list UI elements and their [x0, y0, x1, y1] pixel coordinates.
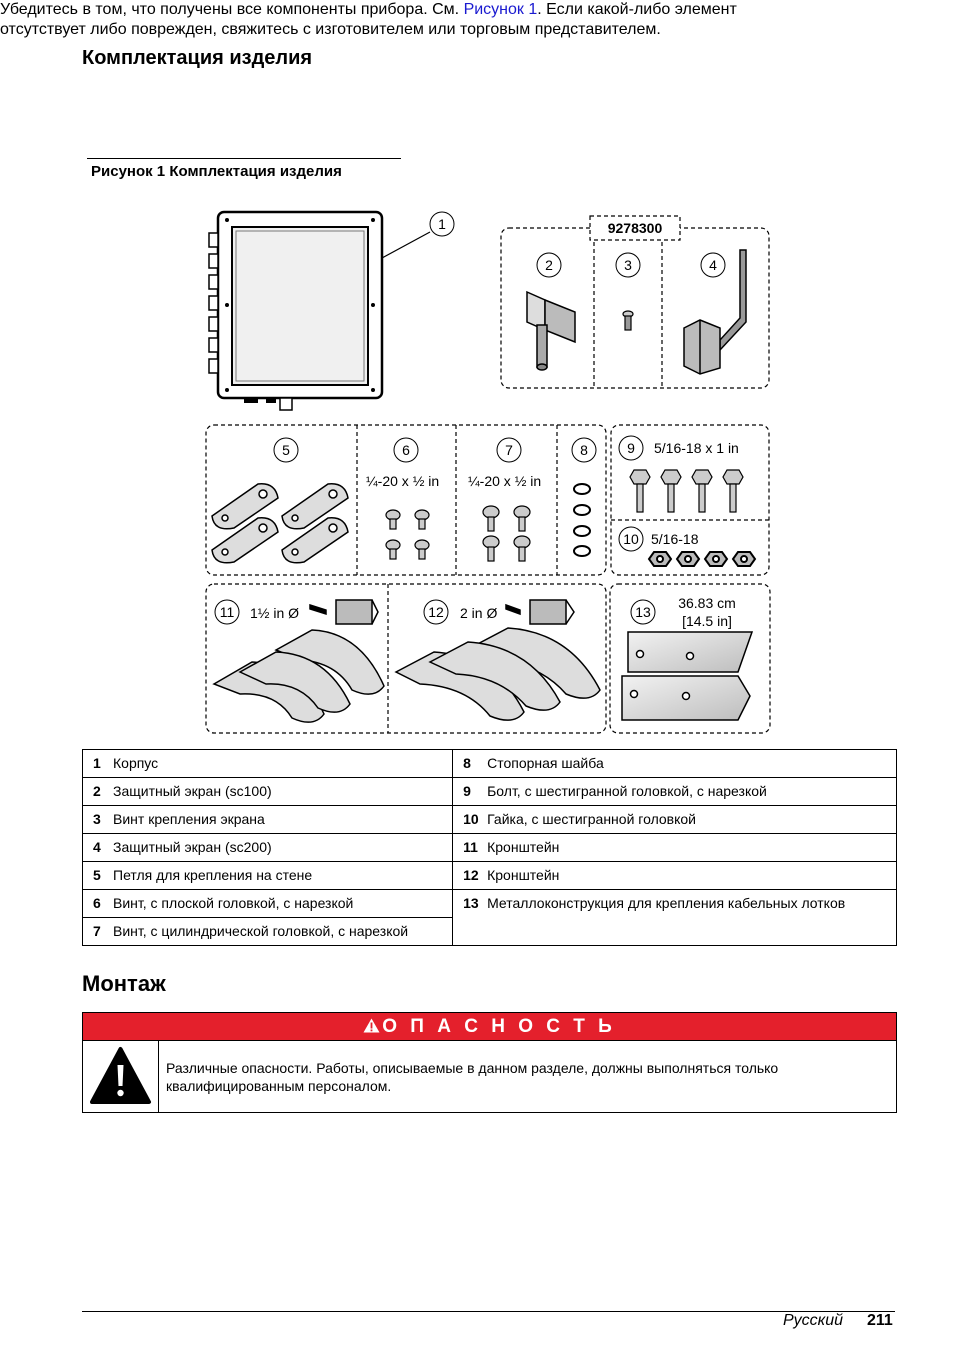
label-item-10: 5/16-18 [651, 531, 699, 547]
legend-text: Петля для крепления на стене [113, 867, 313, 883]
kit-number: 9278300 [607, 220, 663, 236]
legend-num: 10 [463, 811, 479, 827]
section-title-mounting: Монтаж [82, 971, 166, 996]
legend-text: Стопорная шайба [487, 755, 604, 771]
intro-text-after: . Если какой-либо элемент отсутствует либо поврежден, свяжитесь с изготовителем или торговым представителем. [0, 1, 737, 38]
callout-8: 8 [580, 442, 588, 458]
warning-small-icon [363, 1018, 380, 1033]
callout-3: 3 [624, 257, 632, 273]
intro-text-before: Убедитесь в том, что получены все компоненты прибора. См. [0, 1, 464, 18]
callout-4: 4 [709, 257, 717, 273]
label-item-11: 1½ in Ø [250, 605, 300, 621]
legend-num: 13 [463, 895, 479, 911]
wall-hinge-drawing [212, 484, 348, 563]
intro-paragraph [0, 0, 790, 40]
legend-num: 8 [463, 755, 471, 771]
cable-tray-hardware-drawing [622, 632, 752, 720]
callout-9: 9 [627, 440, 635, 456]
legend-text: Винт, с цилиндрической головкой, с нарезкой [113, 923, 409, 939]
danger-text: Различные опасности. Работы, описываемые в данном разделе, должны выполняться только квалифицированным персоналом. [166, 1060, 779, 1094]
shield-screw-drawing [623, 311, 633, 330]
callout-5: 5 [282, 442, 290, 458]
figure-caption-rule [87, 158, 401, 159]
legend-text: Болт, с шестигранной головкой, с нарезкой [487, 783, 767, 799]
legend-num: 3 [93, 811, 101, 827]
danger-notice [82, 1012, 897, 1113]
label-item-13-imperial: [14.5 in] [682, 613, 732, 629]
label-item-9: 5/16-18 x 1 in [654, 440, 739, 456]
callout-10: 10 [623, 531, 639, 547]
footer-rule [82, 1311, 895, 1312]
footer-language: Русский [783, 1312, 844, 1329]
legend-text: Корпус [113, 755, 159, 771]
figure-1-link[interactable]: Рисунок 1 [463, 1, 538, 18]
legend-num: 2 [93, 783, 101, 799]
callout-1: 1 [438, 216, 446, 232]
enclosure-drawing [204, 212, 774, 420]
label-item-7: ¼-20 x ½ in [468, 473, 542, 489]
warning-triangle-icon [83, 1041, 158, 1112]
figure-legend-table [82, 749, 897, 946]
callout-7: 7 [505, 442, 513, 458]
callout-12: 12 [428, 604, 444, 620]
legend-text: Защитный экран (sc200) [113, 839, 272, 855]
hex-bolt-drawing [630, 470, 743, 512]
legend-num: 1 [93, 755, 101, 771]
callout-6: 6 [402, 442, 410, 458]
legend-num: 6 [93, 895, 101, 911]
danger-icon-cell [83, 1041, 159, 1112]
legend-text: Гайка, с шестигранной головкой [487, 811, 697, 827]
cylinder-head-screw-drawing [483, 506, 530, 561]
danger-heading-text: О П А С Н О С Т Ь [382, 1016, 616, 1037]
label-item-12: 2 in Ø [460, 605, 498, 621]
flat-head-screw-drawing [386, 510, 429, 559]
legend-text: Винт крепления экрана [113, 811, 265, 827]
footer-page-number: 211 [867, 1312, 893, 1329]
danger-heading [83, 1013, 896, 1041]
callout-13: 13 [635, 604, 651, 620]
legend-text: Защитный экран (sc100) [113, 783, 272, 799]
hex-nut-drawing [649, 552, 755, 566]
figure-caption: Рисунок 1 Комплектация изделия [91, 163, 342, 180]
legend-num: 7 [93, 923, 101, 939]
legend-num: 9 [463, 783, 471, 799]
legend-text: Винт, с плоской головкой, с нарезкой [113, 895, 354, 911]
label-item-6: ¼-20 x ½ in [366, 473, 440, 489]
legend-text: Кронштейн [487, 839, 560, 855]
label-item-13-metric: 36.83 cm [678, 595, 736, 611]
section-title-kit: Комплектация изделия [82, 47, 313, 69]
callout-2: 2 [545, 257, 553, 273]
lock-washer-drawing [574, 484, 590, 556]
legend-num: 5 [93, 867, 101, 883]
callout-11: 11 [219, 604, 235, 620]
legend-text: Кронштейн [487, 867, 560, 883]
legend-num: 11 [463, 839, 478, 855]
legend-text: Металлоконструкция для крепления кабельных лотков [487, 895, 846, 911]
figure-kit-illustration [200, 200, 780, 740]
legend-num: 12 [463, 867, 479, 883]
legend-num: 4 [93, 839, 101, 855]
